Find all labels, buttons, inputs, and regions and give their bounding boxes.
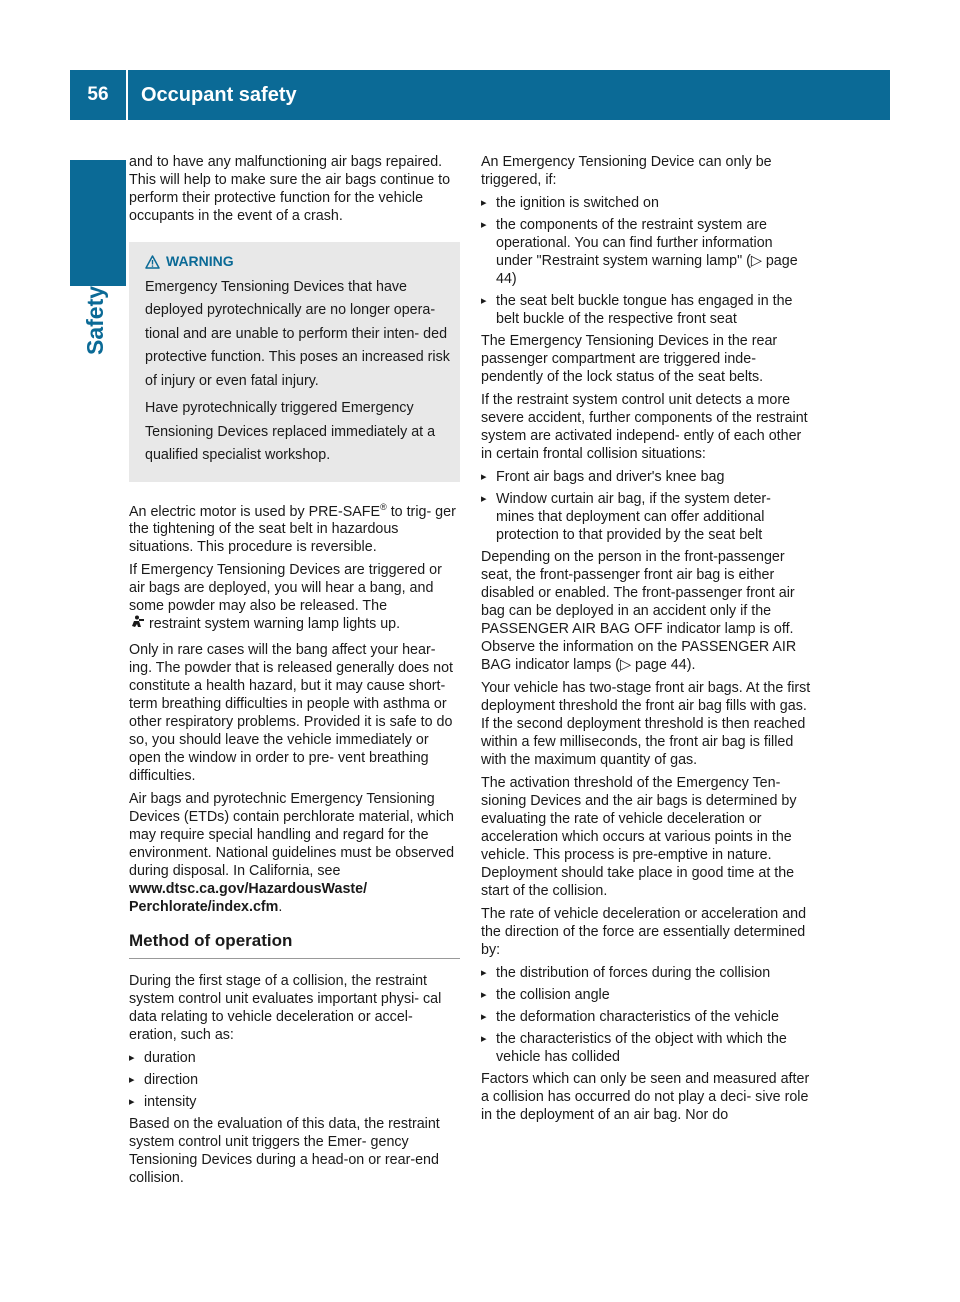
warning-label: WARNING bbox=[166, 253, 234, 269]
warning-heading bbox=[145, 250, 452, 274]
paragraph bbox=[129, 790, 460, 916]
paragraph-text: restraint system warning lamp lights up. bbox=[149, 616, 401, 633]
bullet-list bbox=[481, 468, 812, 544]
list-item-text[interactable]: the components of the restraint system are operational. You can find further information under "Restraint system warning lamp" (▷ page 44) bbox=[496, 217, 798, 287]
list-item-text: duration bbox=[144, 1050, 196, 1067]
list-item bbox=[481, 1030, 812, 1066]
list-item bbox=[129, 1071, 460, 1089]
list-item-text: the characteristics of the object with which the vehicle has collided bbox=[496, 1031, 787, 1065]
bullet-icon: ▸ bbox=[129, 1074, 135, 1087]
warning-box bbox=[129, 242, 460, 482]
list-item-text: the distribution of forces during the collision bbox=[496, 965, 771, 981]
list-item bbox=[481, 292, 812, 328]
list-item bbox=[481, 194, 812, 212]
paragraph bbox=[129, 561, 460, 636]
bullet-icon: ▸ bbox=[481, 1033, 487, 1045]
list-item bbox=[129, 1049, 460, 1067]
bullet-icon: ▸ bbox=[481, 197, 487, 209]
page-title: Occupant safety bbox=[141, 83, 297, 106]
paragraph: If the restraint system control unit detects a more severe accident, further components of the restraint system are activated independ- ently of each other in certain frontal collision situations: bbox=[481, 392, 808, 462]
left-column bbox=[129, 153, 460, 1192]
paragraph: The rate of vehicle deceleration or acceleration and the direction of the force are essentially determined by: bbox=[481, 906, 807, 958]
list-item-text: Front air bags and driver's knee bag bbox=[496, 469, 725, 485]
list-item-text: the seat belt buckle tongue has engaged in the belt buckle of the respective front seat bbox=[496, 293, 793, 327]
bullet-icon: ▸ bbox=[129, 1096, 135, 1109]
paragraph[interactable]: Depending on the person in the front-passenger seat, the front-passenger front air bag is either disabled or enabled. The front-passenger front air bag can be deployed in an accident only if the PASSENGER AIR BAG OFF indicator lamp is off. Observe the information on the PASSENGER AIR BAG indicator lamps (▷ page 44). bbox=[481, 549, 797, 673]
list-item-text: intensity bbox=[144, 1094, 197, 1111]
paragraph: Your vehicle has two-stage front air bags. At the first deployment threshold the front air bag fills with gas. If the second deployment threshold is then reached within a few milliseconds, the front air bag is filled with the maximum quantity of gas. bbox=[481, 680, 811, 768]
registered-mark: ® bbox=[380, 501, 387, 512]
paragraph: The activation threshold of the Emergency Ten- sioning Devices and the air bags is determined by evaluating the rate of vehicle deceleration or acceleration which occurs at various points in the vehicle. This process is pre-emptive in nature. Deployment should take place in good time at the start of the collision. bbox=[481, 775, 797, 899]
paragraph bbox=[129, 498, 460, 557]
paragraph: During the first stage of a collision, the restraint system control unit evaluates important physi- cal data relating to vehicle deceleration or accel- eration, such as: bbox=[129, 973, 442, 1044]
bullet-icon: ▸ bbox=[129, 1052, 135, 1065]
list-item-text: direction bbox=[144, 1072, 199, 1089]
list-item bbox=[481, 986, 812, 1004]
list-item-text: Window curtain air bag, if the system deter- mines that deployment can offer additional protection to that provided by the seat belt bbox=[496, 491, 771, 543]
warning-text: Have pyrotechnically triggered Emergency Tensioning Devices replaced immediately at a qualified specialist workshop. bbox=[145, 400, 436, 463]
bullet-icon: ▸ bbox=[481, 471, 487, 483]
paragraph: The Emergency Tensioning Devices in the rear passenger compartment are triggered inde- pendently of the lock status of the seat belts. bbox=[481, 333, 778, 385]
paragraph-text: If Emergency Tensioning Devices are triggered or air bags are deployed, you will hear a bang, and some powder may also be released. The bbox=[129, 562, 442, 615]
paragraph: Factors which can only be seen and measured after a collision has occurred do not play a deci- sive role in the deployment of an air bag. Nor do bbox=[481, 1071, 810, 1123]
list-item-text: the collision angle bbox=[496, 987, 610, 1003]
bullet-icon: ▸ bbox=[481, 493, 487, 505]
restraint-warning-lamp-icon bbox=[129, 615, 145, 636]
dtsc-link[interactable]: www.dtsc.ca.gov/HazardousWaste/ Perchlorate/index.cfm bbox=[129, 881, 368, 916]
list-item bbox=[481, 964, 812, 982]
paragraph-text: An electric motor is used by PRE-SAFE bbox=[129, 503, 381, 520]
bullet-icon: ▸ bbox=[481, 1011, 487, 1023]
bullet-icon: ▸ bbox=[481, 219, 487, 231]
bullet-icon: ▸ bbox=[481, 989, 487, 1001]
bullet-list bbox=[481, 964, 812, 1066]
paragraph: and to have any malfunctioning air bags repaired. This will help to make sure the air bags continue to perform their protective function for the vehicle occupants in the event of a crash. bbox=[129, 154, 451, 224]
bullet-icon: ▸ bbox=[481, 295, 487, 307]
warning-triangle-icon bbox=[145, 255, 160, 269]
bullet-list bbox=[481, 194, 812, 328]
paragraph-text: Air bags and pyrotechnic Emergency Tensioning Devices (ETDs) contain perchlorate material, which may require special handling and regard for the environment. National guidelines must be observed during disposal. In California, see bbox=[129, 791, 455, 880]
side-tab bbox=[70, 160, 126, 286]
list-item bbox=[481, 216, 812, 288]
bullet-list bbox=[129, 1049, 460, 1111]
list-item bbox=[481, 490, 812, 544]
paragraph-text: . bbox=[278, 899, 283, 916]
header-divider bbox=[126, 70, 128, 120]
list-item bbox=[481, 1008, 812, 1026]
section-side-label: Safety bbox=[82, 285, 108, 355]
section-title: Method of operation bbox=[129, 932, 460, 959]
page-number: 56 bbox=[87, 84, 109, 105]
list-item bbox=[481, 468, 812, 486]
warning-text: Emergency Tensioning Devices that have deployed pyrotechnically are no longer opera- tional and are unable to perform their inten- ded protective function. This poses an increased risk of injury or even fatal injury. bbox=[145, 278, 450, 389]
right-column bbox=[481, 153, 812, 1129]
list-item-text: the ignition is switched on bbox=[496, 195, 659, 211]
bullet-icon: ▸ bbox=[481, 967, 487, 979]
list-item-text: the deformation characteristics of the vehicle bbox=[496, 1009, 779, 1025]
paragraph-text: to trig- ger the tightening of the seat belt in hazardous situations. This procedure is reversible. bbox=[129, 503, 456, 556]
paragraph: Based on the evaluation of this data, the restraint system control unit triggers the Emer- gency Tensioning Devices during a head-on or rear-end collision. bbox=[129, 1116, 440, 1187]
paragraph: An Emergency Tensioning Device can only be triggered, if: bbox=[481, 154, 772, 188]
list-item bbox=[129, 1093, 460, 1111]
paragraph: Only in rare cases will the bang affect your hear- ing. The powder that is released generally does not constitute a health hazard, but it may cause short-term breathing difficulties in people with asthma or other respiratory problems. Provided it is safe to do so, you should leave the vehicle immediately or open the window in order to pre- vent breathing difficulties. bbox=[129, 642, 454, 785]
